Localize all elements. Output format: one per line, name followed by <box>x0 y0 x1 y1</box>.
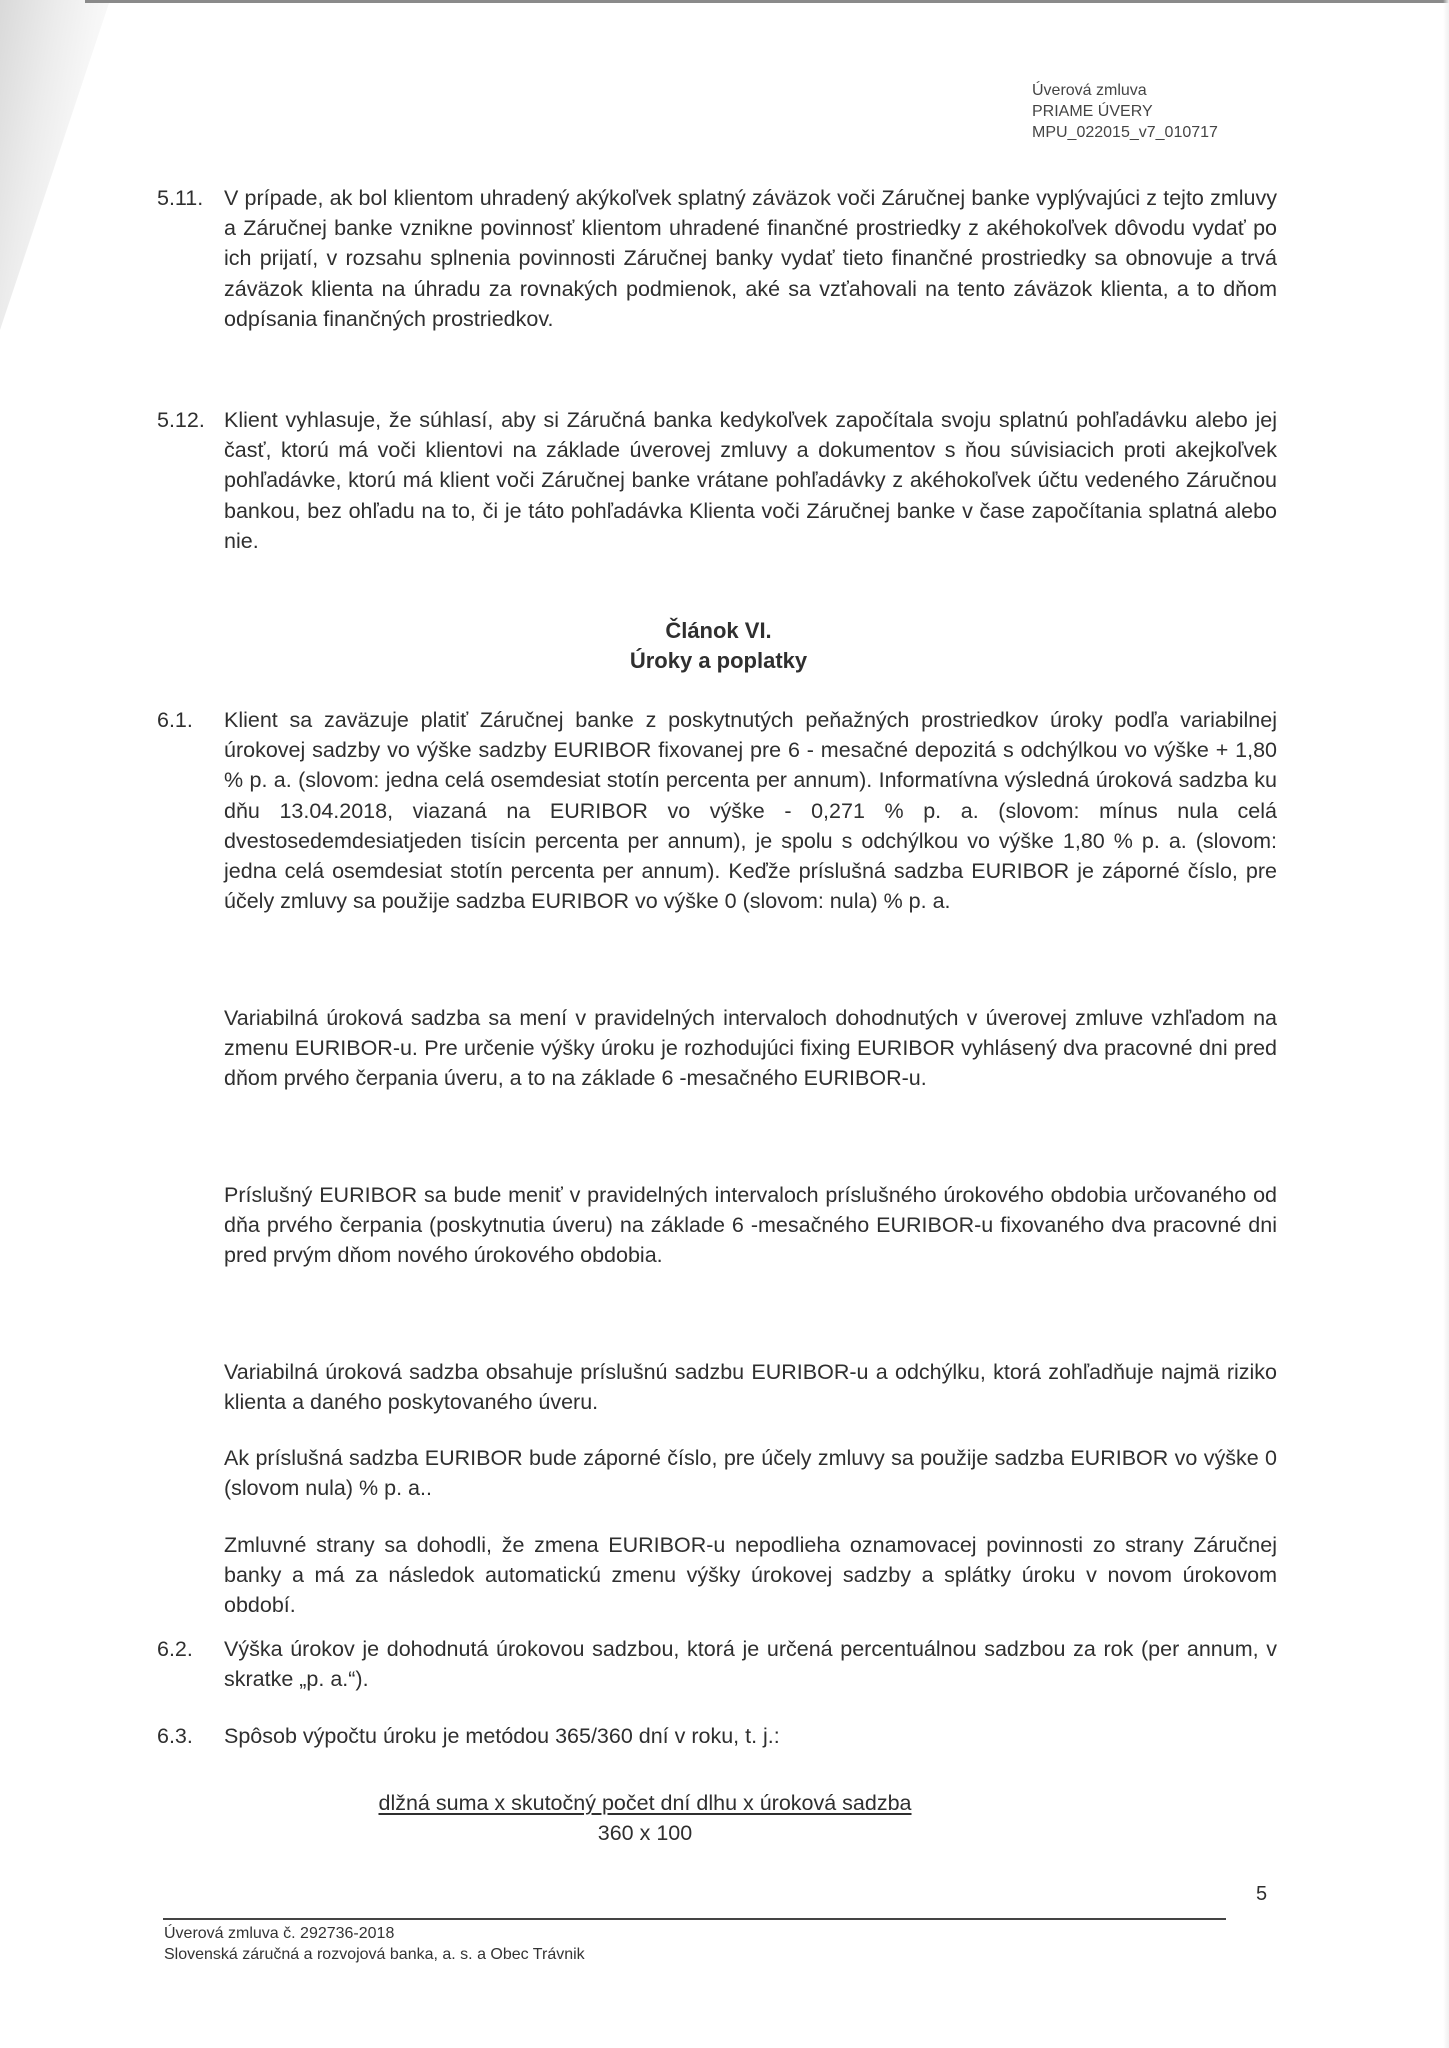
section-number: 6.3. <box>157 1724 193 1748</box>
formula-denominator: 360 x 100 <box>597 1821 693 1845</box>
section-6-1-paragraph-3: Príslušný EURIBOR sa bude meniť v pravidelných intervaloch príslušného úrokového obdobia určovaného od dňa prvého čerpania (poskytnutia úveru) na základe 6 -mesačného EURIBOR-u fixovaného dva pracovné dni pred prvým dňom nového úrokového obdobia. <box>224 1183 1277 1268</box>
document-footer <box>164 1923 585 1965</box>
section-number: 6.1. <box>157 708 193 732</box>
section-6-1 <box>157 705 1277 916</box>
section-6-3 <box>157 1721 1277 1751</box>
section-text: Spôsob výpočtu úroku je metódou 365/360 dní v roku, t. j.: <box>224 1724 780 1748</box>
section-text: Klient vyhlasuje, že súhlasí, aby si Záručná banka kedykoľvek započítala svoju splatnú pohľadávku alebo jej časť, ktorú má voči klientovi na základe úverovej zmluvy a dokumentov s ňou súvisiacich proti akejkoľvek pohľadávke, ktorú má klient voči Záručnej banke vrátane pohľadávky z akéhokoľvek účtu vedeného Záručnou bankou, bez ohľadu na to, či je táto pohľadávka Klienta voči Záručnej banke v čase započítania splatná alebo nie. <box>224 408 1277 553</box>
page-number: 5 <box>1256 1883 1268 1905</box>
footer-parties: Slovenská záručná a rozvojová banka, a. s. a Obec Trávnik <box>164 1946 585 1963</box>
section-5-11 <box>157 183 1277 334</box>
article-label: Článok VI. <box>665 618 772 643</box>
section-6-2 <box>157 1634 1277 1694</box>
footer-contract-number: Úverová zmluva č. 292736-2018 <box>164 1925 395 1942</box>
header-category: PRIAME ÚVERY <box>1032 103 1153 120</box>
section-6-1-paragraph-5: Ak príslušná sadzba EURIBOR bude záporné číslo, pre účely zmluvy sa použije sadzba EURIBOR vo výške 0 (slovom nula) % p. a.. <box>224 1446 1277 1501</box>
section-6-1-paragraph-4: Variabilná úroková sadzba obsahuje príslušnú sadzbu EURIBOR-u a odchýlku, ktorá zohľadňuje najmä riziko klienta a daného poskytovaného úveru. <box>224 1360 1277 1415</box>
header-form-code: MPU_022015_v7_010717 <box>1032 124 1218 141</box>
section-6-1-paragraph-6: Zmluvné strany sa dohodli, že zmena EURIBOR-u nepodlieha oznamovacej povinnosti zo strany Záručnej banky a má za následok automatickú zmenu výšky úrokovej sadzby a splátky úroku v novom úrokovom období. <box>224 1533 1277 1618</box>
interest-formula <box>295 1788 995 1848</box>
section-5-12 <box>157 405 1277 556</box>
section-text: V prípade, ak bol klientom uhradený akýkoľvek splatný záväzok voči Záručnej banke vyplývajúci z tejto zmluvy a Záručnej banke vznikne povinnosť klientom uhradené finančné prostriedky z akéhokoľvek dôvodu vydať po ich prijatí, v rozsahu splnenia povinnosti Záručnej banky vydať tieto finančné prostriedky sa obnovuje a trvá záväzok klienta na úhradu za rovnakých podmienok, aké sa vzťahovali na tento záväzok klienta, a to dňom odpísania finančných prostriedkov. <box>224 186 1277 331</box>
document-header <box>1032 80 1218 143</box>
scan-edge-shadow <box>0 0 110 330</box>
scan-top-edge <box>85 0 1449 3</box>
header-doc-type: Úverová zmluva <box>1032 82 1147 99</box>
section-number: 5.12. <box>157 408 205 432</box>
section-text: Výška úrokov je dohodnutá úrokovou sadzbou, ktorá je určená percentuálnou sadzbou za rok (per annum, v skratke „p. a.“). <box>224 1637 1277 1692</box>
footer-divider <box>163 1918 1226 1920</box>
formula-numerator: dlžná suma x skutočný počet dní dlhu x úroková sadzba <box>378 1791 912 1815</box>
section-number: 5.11. <box>157 186 204 210</box>
article-title: Úroky a poplatky <box>629 648 808 673</box>
article-heading <box>0 616 1449 676</box>
section-number: 6.2. <box>157 1637 193 1661</box>
section-text: Klient sa zaväzuje platiť Záručnej banke z poskytnutých peňažných prostriedkov úroky podľa variabilnej úrokovej sadzby vo výške sadzby EURIBOR fixovanej pre 6 - mesačné depozitá s odchýlkou vo výške + 1,80 % p. a. (slovom: jedna celá osemdesiat stotín percenta per annum). Informatívna výsledná úroková sadzba ku dňu 13.04.2018, viazaná na EURIBOR vo výške - 0,271 % p. a. (slovom: mínus nula celá dvestosedemdesiatjeden tisícin percenta per annum), je spolu s odchýlkou vo výške 1,80 % p. a. (slovom: jedna celá osemdesiat stotín percenta per annum). Keďže príslušná sadzba EURIBOR je záporné číslo, pre účely zmluvy sa použije sadzba EURIBOR vo výške 0 (slovom: nula) % p. a. <box>224 708 1277 914</box>
section-6-1-paragraph-2: Variabilná úroková sadzba sa mení v pravidelných intervaloch dohodnutých v úverovej zmluve vzhľadom na zmenu EURIBOR-u. Pre určenie výšky úroku je rozhodujúci fixing EURIBOR vyhlásený dva pracovné dni pred dňom prvého čerpania úveru, a to na základe 6 -mesačného EURIBOR-u. <box>224 1006 1277 1091</box>
scan-right-edge <box>1443 0 1449 2048</box>
